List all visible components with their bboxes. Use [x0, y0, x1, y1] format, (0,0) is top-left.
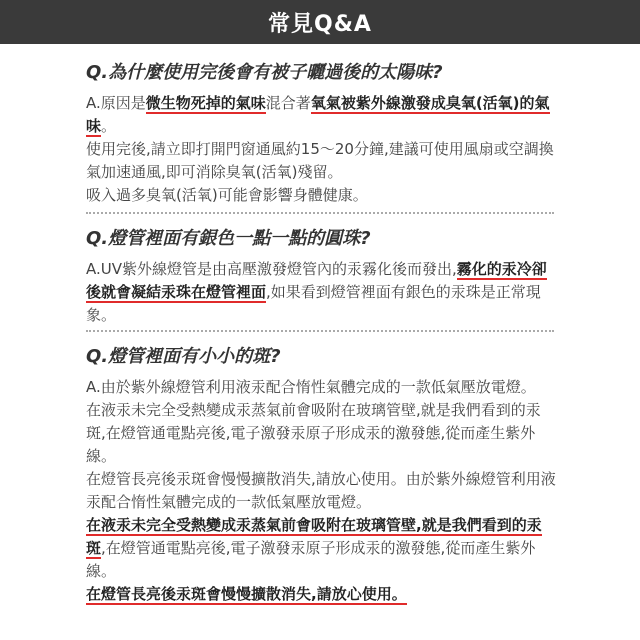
answer-1-paragraph-1 — [86, 92, 556, 138]
question-3: Q.燈管裡面有小小的斑? — [86, 346, 281, 367]
question-2: Q.燈管裡面有銀色一點一點的圓珠? — [86, 228, 371, 249]
answer-3-paragraph-1: A.由於紫外線燈管利用液汞配合惰性氣體完成的一款低氣壓放電燈。 — [86, 378, 536, 396]
qa-item-1 — [86, 62, 556, 207]
qa-item-2 — [86, 228, 556, 327]
answer-1-paragraph-2: 使用完後,請立即打開門窗通風約15～20分鐘,建議可使用風扇或空調換氣加速通風,即可消除臭氧(活氧)殘留。 — [86, 140, 554, 181]
answer-highlight: 霧化的汞冷卻後就會凝結汞珠在燈管裡面 — [86, 260, 547, 301]
answer-3-paragraph-2: 在液汞未完全受熱變成汞蒸氣前會吸附在玻璃管壁,就是我們看到的汞斑,在燈管通電點亮後,電子激發汞原子形成汞的激發態,從而產生紫外線。 — [86, 401, 541, 465]
answer-2-paragraph-1 — [86, 258, 556, 327]
answer-text: 混合著 — [265, 94, 311, 112]
answer-text: 。 — [101, 117, 117, 135]
answer-2 — [86, 258, 556, 327]
answer-1 — [86, 92, 556, 207]
answer-text: A.UV紫外線燈管是由高壓激發燈管內的汞霧化後而發出, — [86, 260, 457, 278]
answer-highlight: 在燈管長亮後汞斑會慢慢擴散消失,請放心使用。 — [86, 585, 407, 603]
dotted-divider — [86, 212, 554, 214]
answer-highlight: 在液汞未完全受熱變成汞蒸氣前會吸附在玻璃管壁,就是我們看到的汞斑 — [86, 516, 542, 557]
answer-text: ,如果看到燈管裡面有銀色的汞珠是正常現象。 — [86, 283, 541, 324]
question-1: Q.為什麼使用完後會有被子曬過後的太陽味? — [86, 62, 443, 83]
dotted-divider — [86, 330, 554, 332]
answer-1-paragraph-3: 吸入過多臭氧(活氧)可能會影響身體健康。 — [86, 186, 368, 204]
answer-3-paragraph-5 — [86, 583, 556, 606]
answer-3-paragraph-4 — [86, 514, 556, 583]
answer-highlight: 氧氣被紫外線激發成臭氧(活氧)的氣味 — [86, 94, 550, 135]
answer-highlight: 微生物死掉的氣味 — [145, 94, 266, 112]
header-bar — [0, 0, 640, 44]
answer-3-paragraph-3: 在燈管長亮後汞斑會慢慢擴散消失,請放心使用。由於紫外線燈管利用液汞配合惰性氣體完成的一款低氣壓放電燈。 — [86, 470, 556, 511]
answer-3 — [86, 376, 556, 606]
page-title: 常見Q&A — [268, 11, 372, 37]
answer-text: A.原因是 — [86, 94, 146, 112]
answer-text: ,在燈管通電點亮後,電子激發汞原子形成汞的激發態,從而產生紫外線。 — [86, 539, 536, 580]
qa-item-3 — [86, 346, 556, 606]
